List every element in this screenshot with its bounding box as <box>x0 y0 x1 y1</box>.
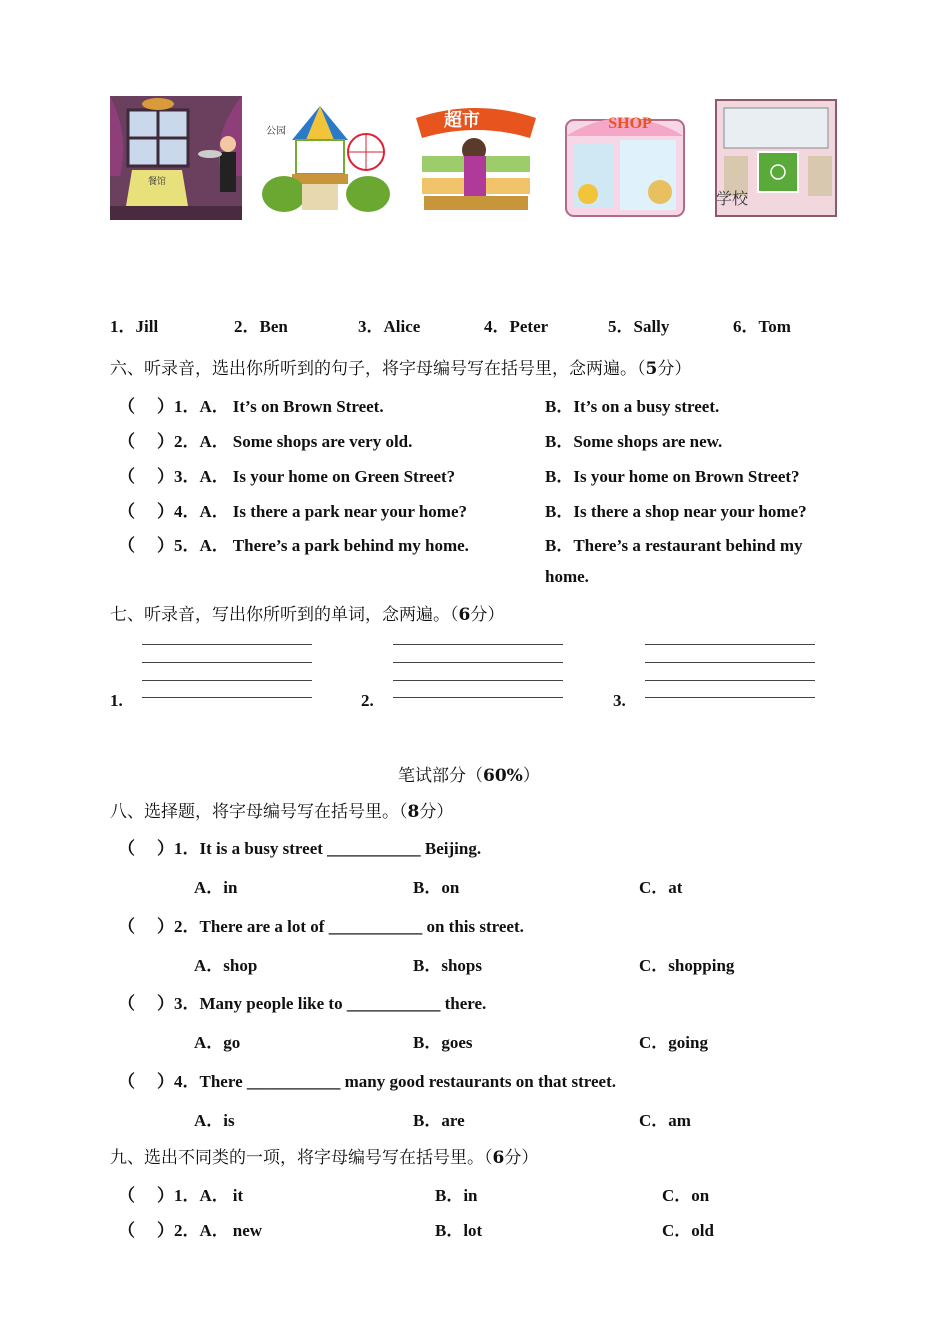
sec6-item-3 <box>118 462 455 487</box>
sec6-item-5 <box>118 531 469 556</box>
shop-sign-label: SHOP <box>608 115 652 132</box>
writing-label-1: 1. <box>110 691 123 710</box>
sec6-item-2 <box>118 427 412 452</box>
sec9-item-2-b[interactable]: B．lot <box>435 1221 483 1240</box>
section-7-title <box>110 600 504 625</box>
shop-picture <box>558 96 690 220</box>
option-a: Is your home on Green Street? <box>232 467 456 486</box>
sec8-q3-option-a[interactable]: A．go <box>194 1033 241 1052</box>
sec8-q3-option-c[interactable]: C．going <box>639 1033 708 1052</box>
sec6-item-5-b-wrap: home. <box>545 567 589 586</box>
option-a: Is there a park near your home? <box>232 502 468 521</box>
school-label: 学校 <box>716 191 749 208</box>
sec6-item-3-b: B．Is your home on Brown Street? <box>545 467 800 486</box>
sec8-q4-option-c[interactable]: C．am <box>639 1111 691 1130</box>
sec9-item-1-b[interactable]: B．in <box>435 1186 478 1205</box>
section-9-score: 6 <box>492 1148 505 1168</box>
question-text: ）4．There ___________ many good restaurants on that street. <box>157 1072 616 1091</box>
sec8-q2-option-a[interactable]: A．shop <box>194 956 258 975</box>
section-6-title-text: 六、听录音，选出你所听到的句子，将字母编号写在括号里，念两遍。（ <box>110 359 646 379</box>
supermarket-picture <box>410 96 542 220</box>
name-alice: 3．Alice <box>358 317 421 336</box>
sec8-q3-option-b[interactable]: B．goes <box>413 1033 473 1052</box>
section-6-title <box>110 354 691 379</box>
item-number: ）1．A． <box>157 397 229 416</box>
sec9-item-2-c[interactable]: C．old <box>662 1221 714 1240</box>
sec6-item-4 <box>118 497 467 522</box>
option-a[interactable]: it <box>232 1186 244 1205</box>
name-ben: 2．Ben <box>234 317 288 336</box>
restaurant-picture <box>110 96 242 220</box>
writing-lines-3[interactable] <box>645 644 815 698</box>
sec8-q2-option-b[interactable]: B．shops <box>413 956 482 975</box>
supermarket-label: 超市 <box>444 110 480 130</box>
section-9-title <box>110 1143 538 1168</box>
sec9-item-1-c[interactable]: C．on <box>662 1186 710 1205</box>
answer-paren[interactable]: （ <box>118 467 135 486</box>
sec6-item-5-b: B．There’s a restaurant behind my <box>545 536 803 555</box>
section-9-title-text: 九、选出不同类的一项，将字母编号写在括号里。（ <box>110 1148 493 1168</box>
name-peter: 4．Peter <box>484 317 549 336</box>
sec6-item-4-b: B．Is there a shop near your home? <box>545 502 807 521</box>
option-a: Some shops are very old. <box>232 432 413 451</box>
restaurant-label: 餐馆 <box>147 176 167 186</box>
sec8-q1-option-b[interactable]: B．on <box>413 878 460 897</box>
answer-paren[interactable]: （ <box>118 502 135 521</box>
question-text: ）1．It is a busy street ___________ Beijing. <box>157 839 482 858</box>
written-part-heading <box>398 761 540 786</box>
item-number: ）2．A． <box>157 1221 229 1240</box>
sec8-question-1 <box>118 834 481 859</box>
writing-lines-2[interactable] <box>393 644 563 698</box>
sec6-item-2-b: B．Some shops are new. <box>545 432 723 451</box>
answer-paren[interactable]: （ <box>118 432 135 451</box>
question-text: ）3．Many people like to ___________ there. <box>157 994 487 1013</box>
section-8-title <box>110 797 453 822</box>
item-number: ）4．A． <box>157 502 229 521</box>
answer-paren[interactable]: （ <box>118 1072 135 1091</box>
section-8-title-text: 八、选择题，将字母编号写在括号里。（ <box>110 802 408 822</box>
section-8-unit: 分） <box>419 802 454 822</box>
section-7-title-text: 七、听录音，写出你所听到的单词，念两遍。（ <box>110 605 459 625</box>
written-percent: 60% <box>483 766 523 786</box>
option-a: There’s a park behind my home. <box>232 536 469 555</box>
sec8-q1-option-a[interactable]: A．in <box>194 878 238 897</box>
answer-paren[interactable]: （ <box>118 1186 135 1205</box>
park-label: 公园 <box>266 126 286 137</box>
name-jill: 1．Jill <box>110 317 159 336</box>
answer-paren[interactable]: （ <box>118 397 135 416</box>
sec8-q2-option-c[interactable]: C．shopping <box>639 956 735 975</box>
writing-label-2: 2. <box>361 691 374 710</box>
question-text: ）2．There are a lot of ___________ on this street. <box>157 917 524 936</box>
sec9-item-1 <box>118 1181 243 1206</box>
option-a[interactable]: new <box>232 1221 263 1240</box>
answer-paren[interactable]: （ <box>118 1221 135 1240</box>
sec8-q1-option-c[interactable]: C．at <box>639 878 683 897</box>
sec6-item-1 <box>118 392 384 417</box>
item-number: ）2．A． <box>157 432 229 451</box>
item-number: ）5．A． <box>157 536 229 555</box>
section-9-unit: 分） <box>504 1148 539 1168</box>
sec8-q4-option-b[interactable]: B．are <box>413 1111 465 1130</box>
writing-lines-1[interactable] <box>142 644 312 698</box>
item-number: ）1．A． <box>157 1186 229 1205</box>
section-7-score: 6 <box>458 605 471 625</box>
sec8-q4-option-a[interactable]: A．is <box>194 1111 235 1130</box>
written-close: ） <box>522 766 540 786</box>
name-sally: 5．Sally <box>608 317 670 336</box>
sec8-question-3 <box>118 989 486 1014</box>
section-6-unit: 分） <box>657 359 692 379</box>
sec9-item-2 <box>118 1216 262 1241</box>
option-a: It’s on Brown Street. <box>232 397 384 416</box>
answer-paren[interactable]: （ <box>118 917 135 936</box>
sec8-question-4 <box>118 1067 616 1092</box>
park-picture <box>262 96 394 220</box>
item-number: ）3．A． <box>157 467 229 486</box>
answer-paren[interactable]: （ <box>118 536 135 555</box>
name-tom: 6．Tom <box>733 317 791 336</box>
sec6-item-1-b: B．It’s on a busy street. <box>545 397 720 416</box>
section-7-unit: 分） <box>470 605 505 625</box>
written-title: 笔试部分（ <box>398 766 483 786</box>
section-6-score: 5 <box>645 359 658 379</box>
writing-label-3: 3. <box>613 691 626 710</box>
answer-paren[interactable]: （ <box>118 994 135 1013</box>
sec8-question-2 <box>118 912 524 937</box>
answer-paren[interactable]: （ <box>118 839 135 858</box>
section-8-score: 8 <box>407 802 420 822</box>
school-picture <box>710 96 842 220</box>
